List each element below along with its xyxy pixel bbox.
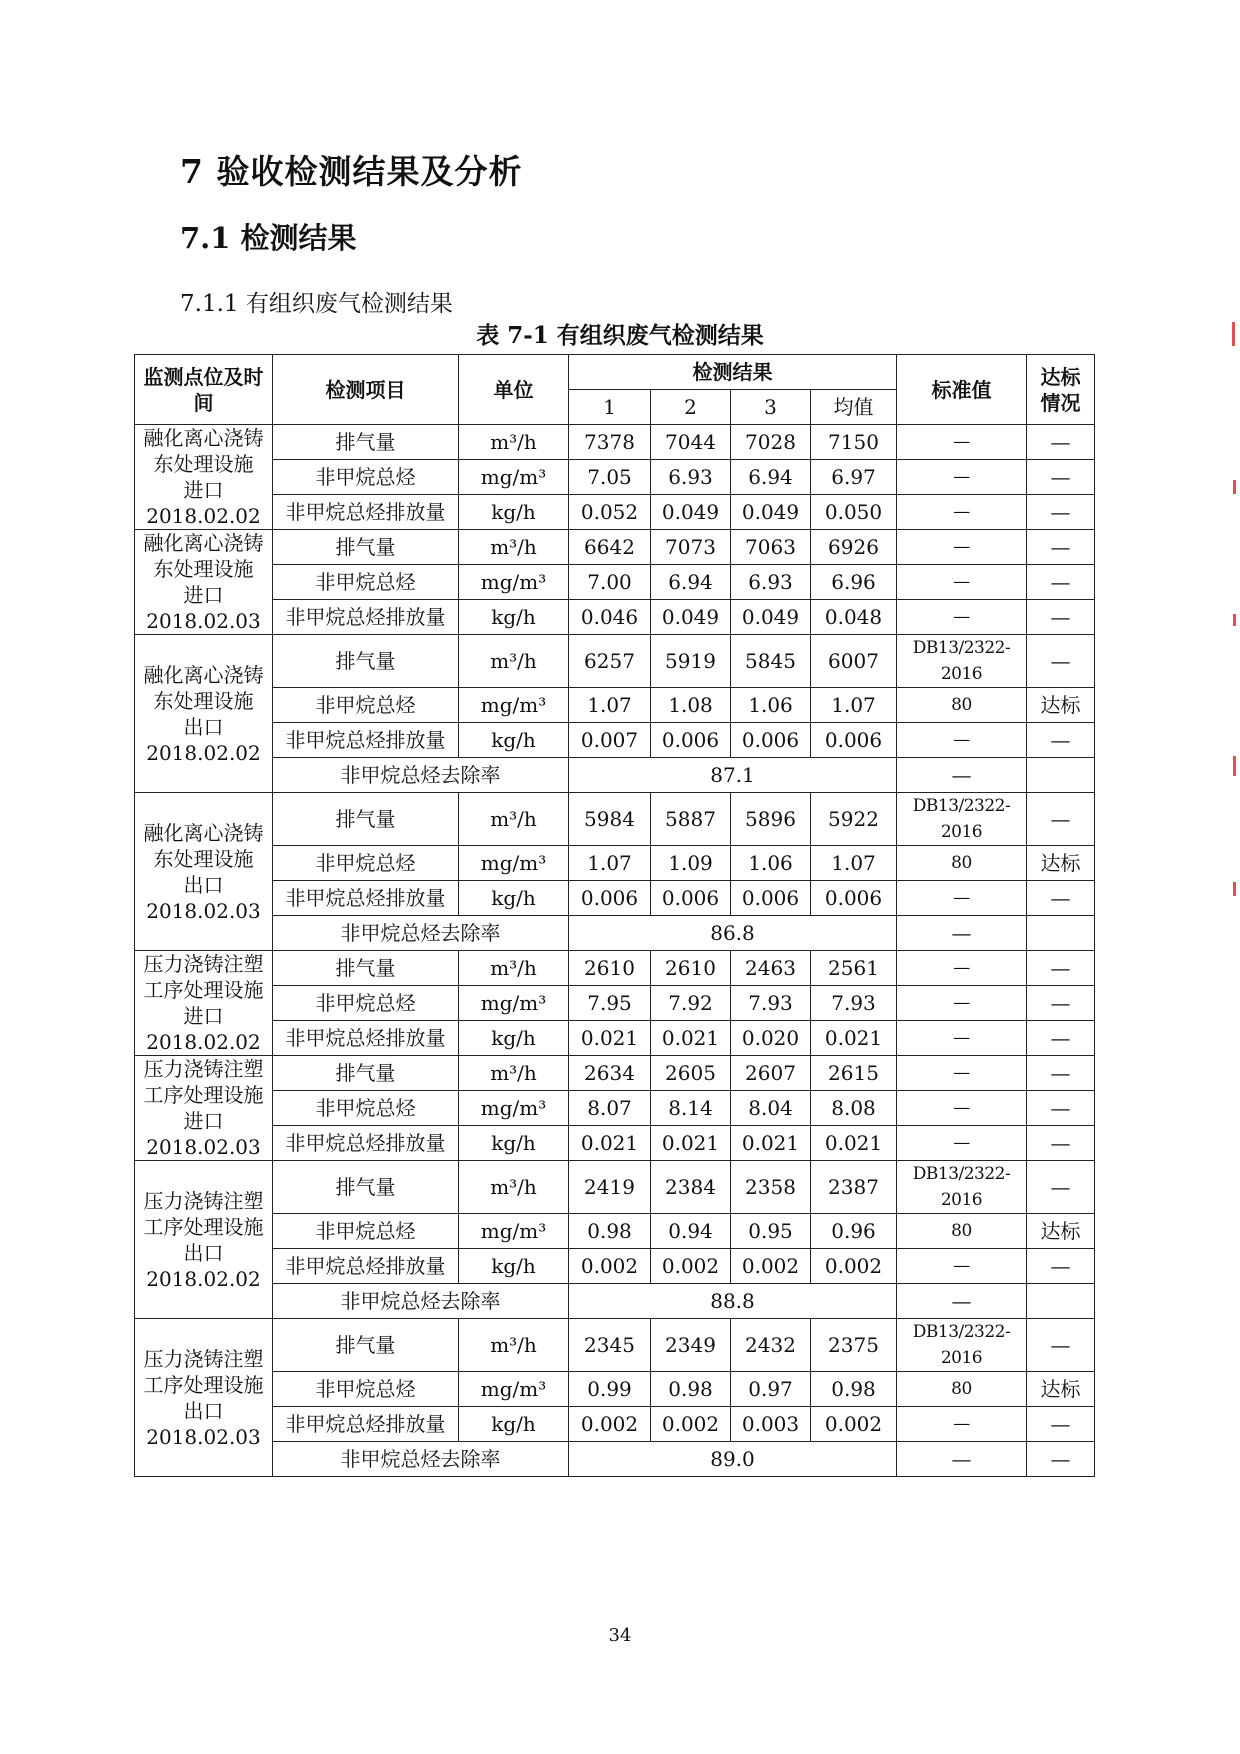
standard-cell: — (897, 1442, 1027, 1477)
table-row (135, 495, 1095, 530)
margin-mark (1233, 756, 1236, 776)
table-row (135, 986, 1095, 1021)
standard-cell: — (897, 758, 1027, 793)
compliance-cell: — (1027, 986, 1095, 1021)
item-cell: 非甲烷总烃 (273, 1214, 459, 1249)
average-cell: 6007 (811, 635, 897, 688)
value-cell: 0.006 (651, 881, 731, 916)
compliance-cell: 达标 (1027, 1214, 1095, 1249)
table-body (135, 425, 1095, 1477)
average-cell: 0.002 (811, 1407, 897, 1442)
unit-cell: mg/m³ (459, 1372, 569, 1407)
unit-cell: m³/h (459, 1161, 569, 1214)
standard-cell: 80 (897, 1214, 1027, 1249)
location-line: 进口 (183, 1109, 224, 1133)
compliance-cell (1027, 758, 1095, 793)
table-row (135, 1372, 1095, 1407)
average-cell: 8.08 (811, 1091, 897, 1126)
average-cell: 7150 (811, 425, 897, 460)
table-row (135, 1249, 1095, 1284)
compliance-cell: — (1027, 1442, 1095, 1477)
location-line: 2018.02.02 (146, 504, 261, 528)
value-cell: 1.07 (569, 846, 651, 881)
unit-cell: mg/m³ (459, 688, 569, 723)
item-cell: 非甲烷总烃排放量 (273, 600, 459, 635)
location-line: 压力浇铸注塑 (143, 952, 264, 976)
value-cell: 0.002 (731, 1249, 811, 1284)
average-cell: 0.006 (811, 723, 897, 758)
standard-cell: — (897, 881, 1027, 916)
compliance-cell (1027, 1284, 1095, 1319)
item-cell: 非甲烷总烃 (273, 1091, 459, 1126)
standard-cell: — (897, 1407, 1027, 1442)
item-cell: 非甲烷总烃排放量 (273, 1126, 459, 1161)
compliance-cell: — (1027, 1319, 1095, 1372)
value-cell: 7.92 (651, 986, 731, 1021)
compliance-cell: — (1027, 460, 1095, 495)
table-row (135, 530, 1095, 565)
value-cell: 1.09 (651, 846, 731, 881)
average-cell: 2375 (811, 1319, 897, 1372)
location-line: 进口 (183, 478, 224, 502)
value-cell: 0.020 (731, 1021, 811, 1056)
value-cell: 8.04 (731, 1091, 811, 1126)
average-cell: 2387 (811, 1161, 897, 1214)
compliance-cell: — (1027, 495, 1095, 530)
value-cell: 2349 (651, 1319, 731, 1372)
value-cell: 5887 (651, 793, 731, 846)
header-average: 均值 (811, 390, 897, 425)
standard-cell: — (897, 1126, 1027, 1161)
location-line: 压力浇铸注塑 (143, 1346, 264, 1371)
location-line: 2018.02.02 (146, 740, 261, 765)
removal-row (135, 1284, 1095, 1319)
standard-cell: 80 (897, 688, 1027, 723)
compliance-cell: 达标 (1027, 846, 1095, 881)
value-cell: 6.93 (731, 565, 811, 600)
removal-label: 非甲烷总烃去除率 (273, 1284, 569, 1319)
location-line: 2018.02.02 (146, 1030, 261, 1054)
value-cell: 2345 (569, 1319, 651, 1372)
location-line: 东处理设施 (153, 452, 254, 476)
unit-cell: m³/h (459, 635, 569, 688)
unit-cell: mg/m³ (459, 460, 569, 495)
value-cell: 0.002 (651, 1249, 731, 1284)
unit-cell: kg/h (459, 723, 569, 758)
unit-cell: kg/h (459, 495, 569, 530)
value-cell: 7378 (569, 425, 651, 460)
unit-cell: kg/h (459, 1407, 569, 1442)
location-cell (135, 1056, 273, 1161)
value-cell: 7028 (731, 425, 811, 460)
unit-cell: mg/m³ (459, 1091, 569, 1126)
value-cell: 0.046 (569, 600, 651, 635)
header-unit: 单位 (459, 355, 569, 425)
location-line: 出口 (183, 714, 224, 739)
standard-cell: — (897, 951, 1027, 986)
compliance-cell: — (1027, 793, 1095, 846)
removal-row (135, 916, 1095, 951)
location-cell (135, 1319, 273, 1477)
standard-cell: — (897, 600, 1027, 635)
average-cell: 0.021 (811, 1126, 897, 1161)
unit-cell: kg/h (459, 1126, 569, 1161)
value-cell: 0.002 (651, 1407, 731, 1442)
value-cell: 6.93 (651, 460, 731, 495)
item-cell: 非甲烷总烃 (273, 1372, 459, 1407)
average-cell: 5922 (811, 793, 897, 846)
value-cell: 7.00 (569, 565, 651, 600)
table-row (135, 1126, 1095, 1161)
margin-mark (1233, 480, 1236, 494)
compliance-cell: — (1027, 1021, 1095, 1056)
item-cell: 排气量 (273, 1056, 459, 1091)
location-cell (135, 793, 273, 951)
item-cell: 排气量 (273, 425, 459, 460)
average-cell: 0.050 (811, 495, 897, 530)
value-cell: 7.95 (569, 986, 651, 1021)
standard-cell: DB13/2322-2016 (897, 1319, 1027, 1372)
location-cell (135, 635, 273, 793)
table-row (135, 425, 1095, 460)
average-cell: 0.006 (811, 881, 897, 916)
location-line: 2018.02.03 (146, 609, 261, 633)
value-cell: 7.05 (569, 460, 651, 495)
standard-cell: DB13/2322-2016 (897, 635, 1027, 688)
compliance-cell: — (1027, 1091, 1095, 1126)
standard-cell: — (897, 1249, 1027, 1284)
unit-cell: kg/h (459, 881, 569, 916)
value-cell: 0.052 (569, 495, 651, 530)
unit-cell: m³/h (459, 793, 569, 846)
standard-cell: — (897, 1091, 1027, 1126)
average-cell: 7.93 (811, 986, 897, 1021)
chapter-title: 7 验收检测结果及分析 (180, 152, 523, 191)
unit-cell: mg/m³ (459, 1214, 569, 1249)
value-cell: 7044 (651, 425, 731, 460)
value-cell: 0.049 (651, 600, 731, 635)
location-line: 出口 (183, 1240, 224, 1265)
value-cell: 0.006 (651, 723, 731, 758)
location-line: 进口 (183, 1004, 224, 1028)
average-cell: 0.96 (811, 1214, 897, 1249)
table-row (135, 565, 1095, 600)
standard-cell: — (897, 1056, 1027, 1091)
standard-cell: — (897, 530, 1027, 565)
value-cell: 0.98 (569, 1214, 651, 1249)
standard-cell: DB13/2322-2016 (897, 1161, 1027, 1214)
value-cell: 5984 (569, 793, 651, 846)
average-cell: 0.048 (811, 600, 897, 635)
table-row (135, 1091, 1095, 1126)
value-cell: 7073 (651, 530, 731, 565)
value-cell: 2610 (651, 951, 731, 986)
value-cell: 0.002 (569, 1249, 651, 1284)
location-line: 东处理设施 (153, 846, 254, 871)
value-cell: 8.07 (569, 1091, 651, 1126)
header-compliance: 达标情况 (1027, 355, 1095, 425)
compliance-cell: — (1027, 635, 1095, 688)
value-cell: 1.06 (731, 688, 811, 723)
average-cell: 0.98 (811, 1372, 897, 1407)
location-line: 工序处理设施 (143, 1372, 264, 1397)
location-line: 工序处理设施 (143, 978, 264, 1002)
location-cell (135, 530, 273, 635)
table-row (135, 1021, 1095, 1056)
value-cell: 0.99 (569, 1372, 651, 1407)
location-line: 2018.02.03 (146, 898, 261, 923)
value-cell: 7.93 (731, 986, 811, 1021)
value-cell: 5919 (651, 635, 731, 688)
section-title: 7.1 检测结果 (180, 221, 357, 255)
value-cell: 6.94 (651, 565, 731, 600)
table-row (135, 881, 1095, 916)
value-cell: 0.003 (731, 1407, 811, 1442)
removal-label: 非甲烷总烃去除率 (273, 1442, 569, 1477)
table-row (135, 688, 1095, 723)
table-row (135, 1214, 1095, 1249)
standard-cell: 80 (897, 846, 1027, 881)
average-cell: 6926 (811, 530, 897, 565)
unit-cell: kg/h (459, 600, 569, 635)
item-cell: 非甲烷总烃排放量 (273, 881, 459, 916)
item-cell: 排气量 (273, 1161, 459, 1214)
value-cell: 0.021 (569, 1021, 651, 1056)
unit-cell: mg/m³ (459, 986, 569, 1021)
compliance-cell: — (1027, 1056, 1095, 1091)
value-cell: 0.049 (731, 600, 811, 635)
value-cell: 2384 (651, 1161, 731, 1214)
location-cell (135, 951, 273, 1056)
table-row (135, 1056, 1095, 1091)
average-cell: 1.07 (811, 846, 897, 881)
unit-cell: m³/h (459, 530, 569, 565)
value-cell: 2419 (569, 1161, 651, 1214)
removal-value: 86.8 (569, 916, 897, 951)
unit-cell: mg/m³ (459, 846, 569, 881)
subsection-title: 7.1.1 有组织废气检测结果 (180, 291, 453, 317)
location-line: 融化离心浇铸 (143, 426, 264, 450)
location-cell (135, 1161, 273, 1319)
value-cell: 0.006 (569, 881, 651, 916)
page-number: 34 (608, 1625, 632, 1646)
table-row (135, 1319, 1095, 1372)
compliance-cell: — (1027, 1161, 1095, 1214)
item-cell: 排气量 (273, 793, 459, 846)
value-cell: 6257 (569, 635, 651, 688)
value-cell: 7063 (731, 530, 811, 565)
standard-cell: — (897, 1284, 1027, 1319)
header-location: 监测点位及时间 (135, 355, 273, 425)
unit-cell: m³/h (459, 425, 569, 460)
value-cell: 0.97 (731, 1372, 811, 1407)
table-header (135, 355, 1095, 425)
value-cell: 2358 (731, 1161, 811, 1214)
compliance-cell: — (1027, 1126, 1095, 1161)
table-row (135, 723, 1095, 758)
value-cell: 0.94 (651, 1214, 731, 1249)
item-cell: 非甲烷总烃排放量 (273, 1407, 459, 1442)
header-standard: 标准值 (897, 355, 1027, 425)
unit-cell: m³/h (459, 951, 569, 986)
value-cell: 0.021 (731, 1126, 811, 1161)
standard-cell: — (897, 425, 1027, 460)
value-cell: 1.06 (731, 846, 811, 881)
unit-cell: m³/h (459, 1056, 569, 1091)
location-line: 2018.02.03 (146, 1135, 261, 1159)
value-cell: 2634 (569, 1056, 651, 1091)
removal-row (135, 1442, 1095, 1477)
table-row (135, 600, 1095, 635)
location-cell (135, 425, 273, 530)
removal-row (135, 758, 1095, 793)
table-row (135, 1161, 1095, 1214)
location-line: 东处理设施 (153, 557, 254, 581)
value-cell: 0.006 (731, 723, 811, 758)
value-cell: 2607 (731, 1056, 811, 1091)
location-line: 工序处理设施 (143, 1214, 264, 1239)
compliance-cell: — (1027, 1407, 1095, 1442)
standard-cell: DB13/2322-2016 (897, 793, 1027, 846)
compliance-cell: — (1027, 951, 1095, 986)
value-cell: 0.007 (569, 723, 651, 758)
unit-cell: kg/h (459, 1021, 569, 1056)
margin-mark (1233, 882, 1236, 896)
compliance-cell: — (1027, 881, 1095, 916)
item-cell: 排气量 (273, 530, 459, 565)
value-cell: 2605 (651, 1056, 731, 1091)
location-line: 出口 (183, 1398, 224, 1423)
location-line: 2018.02.02 (146, 1266, 261, 1291)
value-cell: 2610 (569, 951, 651, 986)
location-line: 工序处理设施 (143, 1083, 264, 1107)
compliance-cell (1027, 916, 1095, 951)
table-row (135, 793, 1095, 846)
unit-cell: m³/h (459, 1319, 569, 1372)
compliance-cell: — (1027, 600, 1095, 635)
removal-value: 89.0 (569, 1442, 897, 1477)
standard-cell: — (897, 565, 1027, 600)
average-cell: 0.021 (811, 1021, 897, 1056)
compliance-cell: — (1027, 723, 1095, 758)
item-cell: 非甲烷总烃 (273, 986, 459, 1021)
location-line: 融化离心浇铸 (143, 531, 264, 555)
compliance-cell: — (1027, 1249, 1095, 1284)
average-cell: 1.07 (811, 688, 897, 723)
location-line: 2018.02.03 (146, 1424, 261, 1449)
standard-cell: — (897, 460, 1027, 495)
location-line: 融化离心浇铸 (143, 820, 264, 845)
header-results: 检测结果 (569, 355, 897, 390)
standard-cell: — (897, 916, 1027, 951)
item-cell: 排气量 (273, 951, 459, 986)
location-line: 进口 (183, 583, 224, 607)
value-cell: 0.049 (731, 495, 811, 530)
emission-results-table (134, 354, 1095, 1477)
unit-cell: kg/h (459, 1249, 569, 1284)
header-run-2: 2 (651, 390, 731, 425)
header-item: 检测项目 (273, 355, 459, 425)
table-row (135, 460, 1095, 495)
item-cell: 非甲烷总烃 (273, 565, 459, 600)
value-cell: 0.021 (651, 1126, 731, 1161)
header-run-1: 1 (569, 390, 651, 425)
average-cell: 6.97 (811, 460, 897, 495)
item-cell: 排气量 (273, 635, 459, 688)
removal-label: 非甲烷总烃去除率 (273, 916, 569, 951)
value-cell: 1.08 (651, 688, 731, 723)
value-cell: 0.021 (569, 1126, 651, 1161)
table-row (135, 951, 1095, 986)
removal-label: 非甲烷总烃去除率 (273, 758, 569, 793)
margin-mark (1232, 322, 1235, 346)
item-cell: 排气量 (273, 1319, 459, 1372)
value-cell: 5845 (731, 635, 811, 688)
location-line: 压力浇铸注塑 (143, 1188, 264, 1213)
location-line: 压力浇铸注塑 (143, 1057, 264, 1081)
item-cell: 非甲烷总烃 (273, 688, 459, 723)
value-cell: 2463 (731, 951, 811, 986)
compliance-cell: 达标 (1027, 1372, 1095, 1407)
table-row (135, 846, 1095, 881)
value-cell: 5896 (731, 793, 811, 846)
removal-value: 88.8 (569, 1284, 897, 1319)
item-cell: 非甲烷总烃 (273, 846, 459, 881)
item-cell: 非甲烷总烃排放量 (273, 723, 459, 758)
margin-mark (1233, 614, 1236, 626)
average-cell: 0.002 (811, 1249, 897, 1284)
compliance-cell: — (1027, 530, 1095, 565)
item-cell: 非甲烷总烃排放量 (273, 1021, 459, 1056)
value-cell: 0.95 (731, 1214, 811, 1249)
compliance-cell: 达标 (1027, 688, 1095, 723)
value-cell: 8.14 (651, 1091, 731, 1126)
average-cell: 2561 (811, 951, 897, 986)
compliance-cell: — (1027, 565, 1095, 600)
value-cell: 0.002 (569, 1407, 651, 1442)
value-cell: 6642 (569, 530, 651, 565)
average-cell: 6.96 (811, 565, 897, 600)
standard-cell: 80 (897, 1372, 1027, 1407)
average-cell: 2615 (811, 1056, 897, 1091)
value-cell: 0.006 (731, 881, 811, 916)
location-line: 出口 (183, 872, 224, 897)
value-cell: 1.07 (569, 688, 651, 723)
standard-cell: — (897, 986, 1027, 1021)
value-cell: 0.049 (651, 495, 731, 530)
item-cell: 非甲烷总烃排放量 (273, 495, 459, 530)
value-cell: 2432 (731, 1319, 811, 1372)
location-line: 融化离心浇铸 (143, 662, 264, 687)
location-line: 东处理设施 (153, 688, 254, 713)
standard-cell: — (897, 1021, 1027, 1056)
value-cell: 0.98 (651, 1372, 731, 1407)
header-run-3: 3 (731, 390, 811, 425)
removal-value: 87.1 (569, 758, 897, 793)
item-cell: 非甲烷总烃排放量 (273, 1249, 459, 1284)
value-cell: 6.94 (731, 460, 811, 495)
table-row (135, 1407, 1095, 1442)
standard-cell: — (897, 495, 1027, 530)
standard-cell: — (897, 723, 1027, 758)
table-caption: 表 7-1 有组织废气检测结果 (476, 322, 764, 349)
item-cell: 非甲烷总烃 (273, 460, 459, 495)
unit-cell: mg/m³ (459, 565, 569, 600)
table-row (135, 635, 1095, 688)
compliance-cell: — (1027, 425, 1095, 460)
value-cell: 0.021 (651, 1021, 731, 1056)
